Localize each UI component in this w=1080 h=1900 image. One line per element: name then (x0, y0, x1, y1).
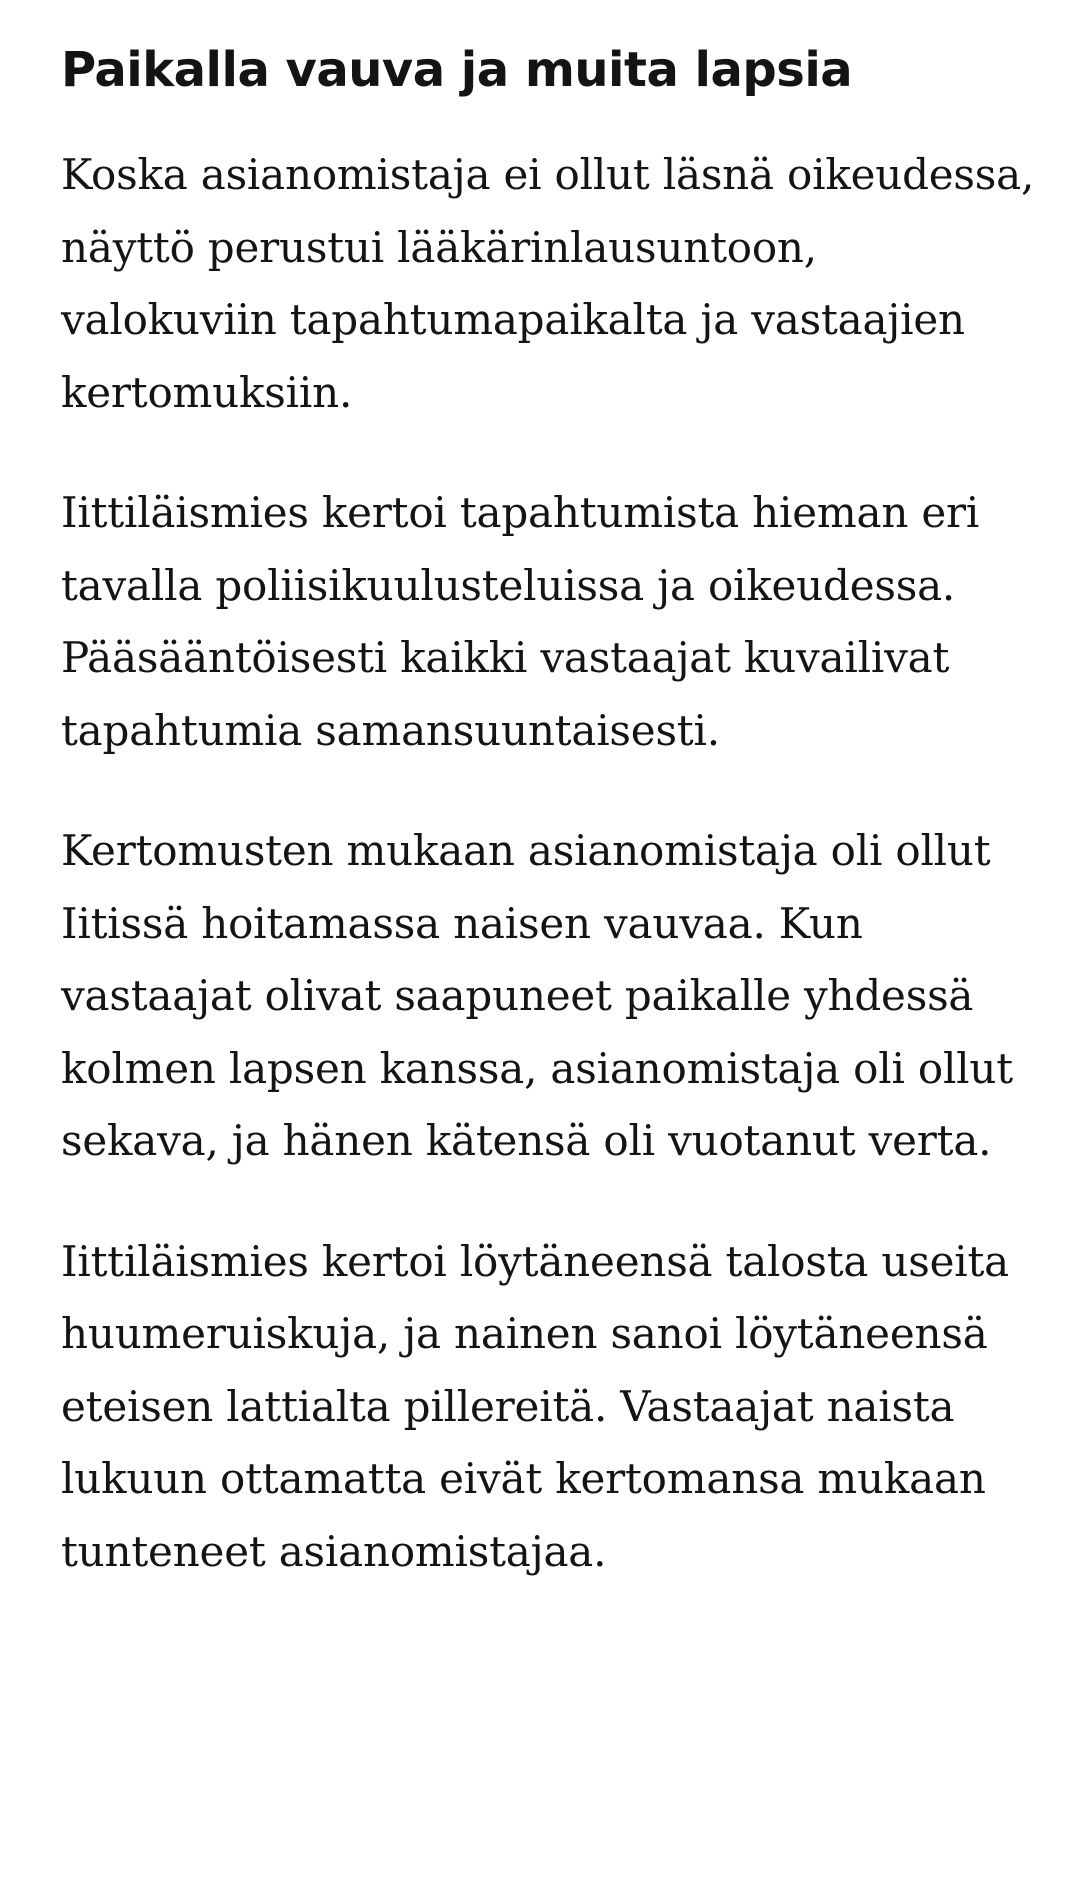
article-paragraph: Koska asianomistaja ei ollut läsnä oikeudessa, näyttö perustui lääkärinlausuntoon, valokuviin tapahtumapaikalta ja vastaajien kertomuksiin. (61, 150, 1035, 417)
article-paragraph: Kertomusten mukaan asianomistaja oli ollut Iitissä hoitamassa naisen vauvaa. Kun vastaajat olivat saapuneet paikalle yhdessä kolmen lapsen kanssa, asianomistaja oli ollut sekava, ja hänen kätensä oli vuotanut verta. (61, 826, 1013, 1165)
article-paragraph: Iittiläismies kertoi tapahtumista hieman eri tavalla poliisikuulusteluissa ja oikeudessa. Pääsääntöisesti kaikki vastaajat kuvailivat tapahtumia samansuuntaisesti. (61, 488, 980, 755)
article-body (61, 0, 1041, 1588)
section-heading: Paikalla vauva ja muita lapsia (61, 42, 853, 98)
article-paragraph: Iittiläismies kertoi löytäneensä talosta useita huumeruiskuja, ja nainen sanoi löytäneensä eteisen lattialta pillereitä. Vastaajat naista lukuun ottamatta eivät kertomansa mukaan tunteneet asianomistajaa. (61, 1236, 1010, 1576)
